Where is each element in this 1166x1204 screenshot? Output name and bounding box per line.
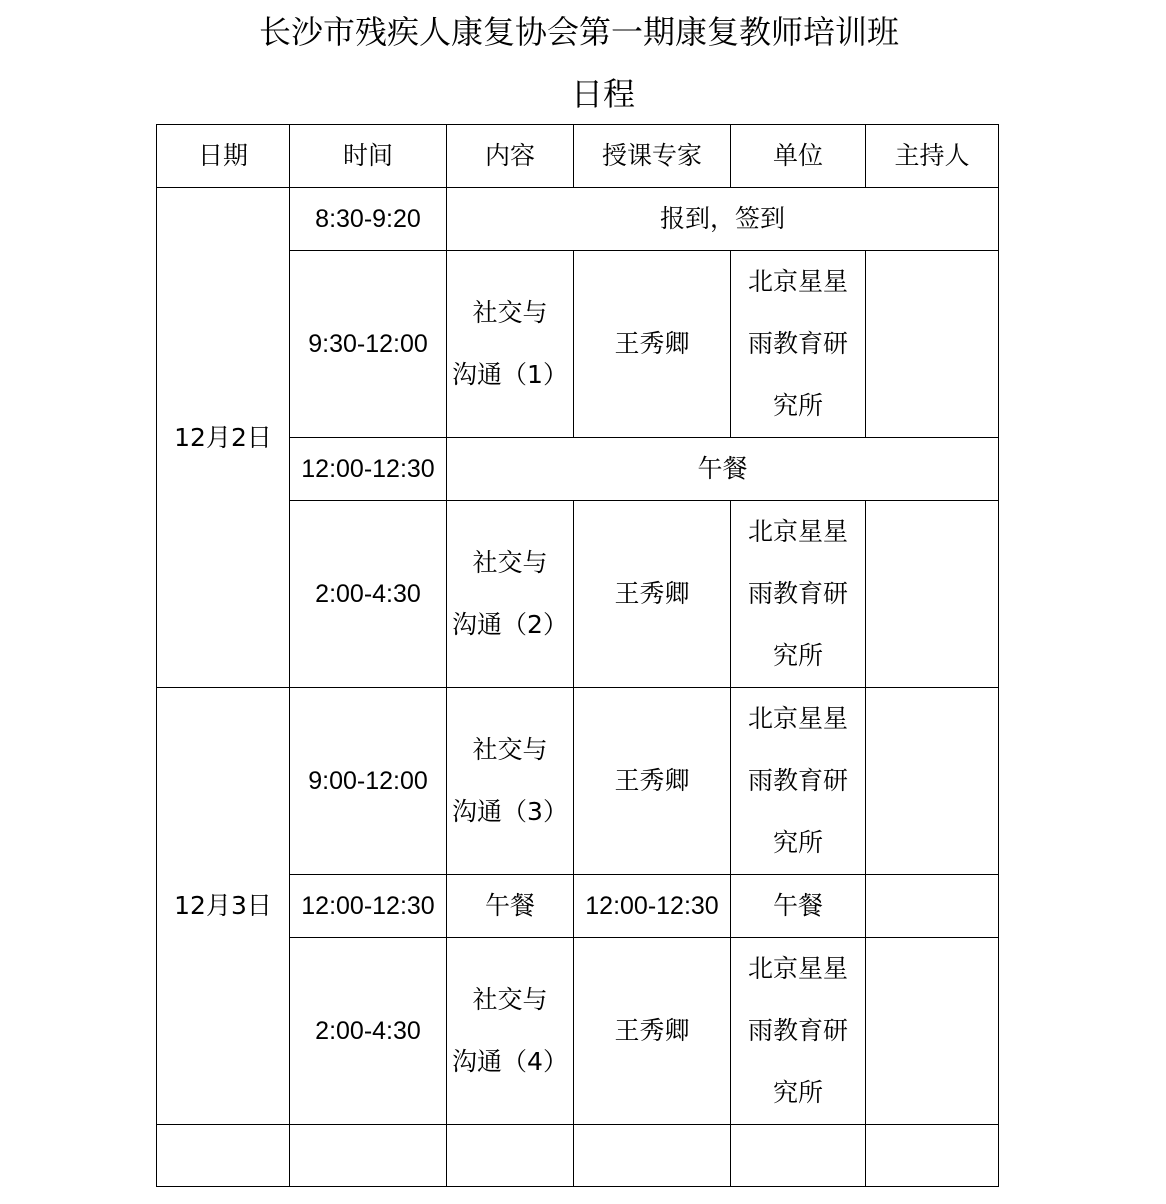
content-cell: 午餐 <box>447 875 574 938</box>
unit-cell <box>731 688 866 875</box>
empty-cell <box>574 1125 731 1187</box>
unit-line: 北京星星 <box>747 704 848 733</box>
time-cell: 9:00-12:00 <box>290 688 447 875</box>
expert-cell: 王秀卿 <box>574 501 731 688</box>
merged-cell: 报到，签到 <box>447 188 999 251</box>
date-cell: 12月3日 <box>157 688 290 1125</box>
unit-line: 雨教育研 <box>747 1016 848 1045</box>
unit-line: 北京星星 <box>747 954 848 983</box>
header-content: 内容 <box>447 125 574 188</box>
header-time: 时间 <box>290 125 447 188</box>
content-line: 沟通（2） <box>452 610 568 639</box>
merged-cell: 午餐 <box>447 438 999 501</box>
host-cell <box>866 501 999 688</box>
table-row <box>157 188 999 251</box>
time-cell: 12:00-12:30 <box>290 875 447 938</box>
time-cell: 2:00-4:30 <box>290 938 447 1125</box>
unit-line: 雨教育研 <box>747 766 848 795</box>
header-host: 主持人 <box>866 125 999 188</box>
document-title: 长沙市残疾人康复协会第一期康复教师培训班 <box>258 13 899 51</box>
document-subtitle: 日程 <box>570 75 635 113</box>
time-cell: 2:00-4:30 <box>290 501 447 688</box>
date-cell: 12月2日 <box>157 188 290 688</box>
expert-cell: 王秀卿 <box>574 251 731 438</box>
unit-line: 究所 <box>772 1078 823 1107</box>
empty-row <box>157 1125 999 1187</box>
expert-cell: 王秀卿 <box>574 688 731 875</box>
header-date: 日期 <box>157 125 290 188</box>
content-cell <box>447 251 574 438</box>
expert-cell: 12:00-12:30 <box>574 875 731 938</box>
unit-line: 北京星星 <box>747 517 848 546</box>
unit-line: 究所 <box>772 828 823 857</box>
header-row <box>157 125 999 188</box>
content-line: 社交与 <box>472 298 548 327</box>
content-cell <box>447 688 574 875</box>
content-cell <box>447 501 574 688</box>
empty-cell <box>866 1125 999 1187</box>
host-cell <box>866 938 999 1125</box>
table-row <box>157 688 999 875</box>
content-line: 沟通（4） <box>452 1047 568 1076</box>
unit-cell <box>731 501 866 688</box>
content-line: 社交与 <box>472 548 548 577</box>
time-cell: 9:30-12:00 <box>290 251 447 438</box>
host-cell <box>866 688 999 875</box>
unit-line: 雨教育研 <box>747 579 848 608</box>
time-cell: 12:00-12:30 <box>290 438 447 501</box>
content-line: 社交与 <box>472 985 548 1014</box>
header-unit: 单位 <box>731 125 866 188</box>
content-line: 沟通（1） <box>452 360 568 389</box>
content-line: 社交与 <box>472 735 548 764</box>
unit-line: 究所 <box>772 391 823 420</box>
host-cell <box>866 875 999 938</box>
empty-cell <box>731 1125 866 1187</box>
unit-cell: 午餐 <box>731 875 866 938</box>
expert-cell: 王秀卿 <box>574 938 731 1125</box>
header-expert: 授课专家 <box>574 125 731 188</box>
unit-line: 究所 <box>772 641 823 670</box>
empty-cell <box>447 1125 574 1187</box>
time-cell: 8:30-9:20 <box>290 188 447 251</box>
schedule-table <box>156 124 999 1187</box>
unit-cell <box>731 938 866 1125</box>
host-cell <box>866 251 999 438</box>
unit-line: 雨教育研 <box>747 329 848 358</box>
unit-line: 北京星星 <box>747 267 848 296</box>
content-cell <box>447 938 574 1125</box>
unit-cell <box>731 251 866 438</box>
empty-cell <box>290 1125 447 1187</box>
empty-cell <box>157 1125 290 1187</box>
content-line: 沟通（3） <box>452 797 568 826</box>
